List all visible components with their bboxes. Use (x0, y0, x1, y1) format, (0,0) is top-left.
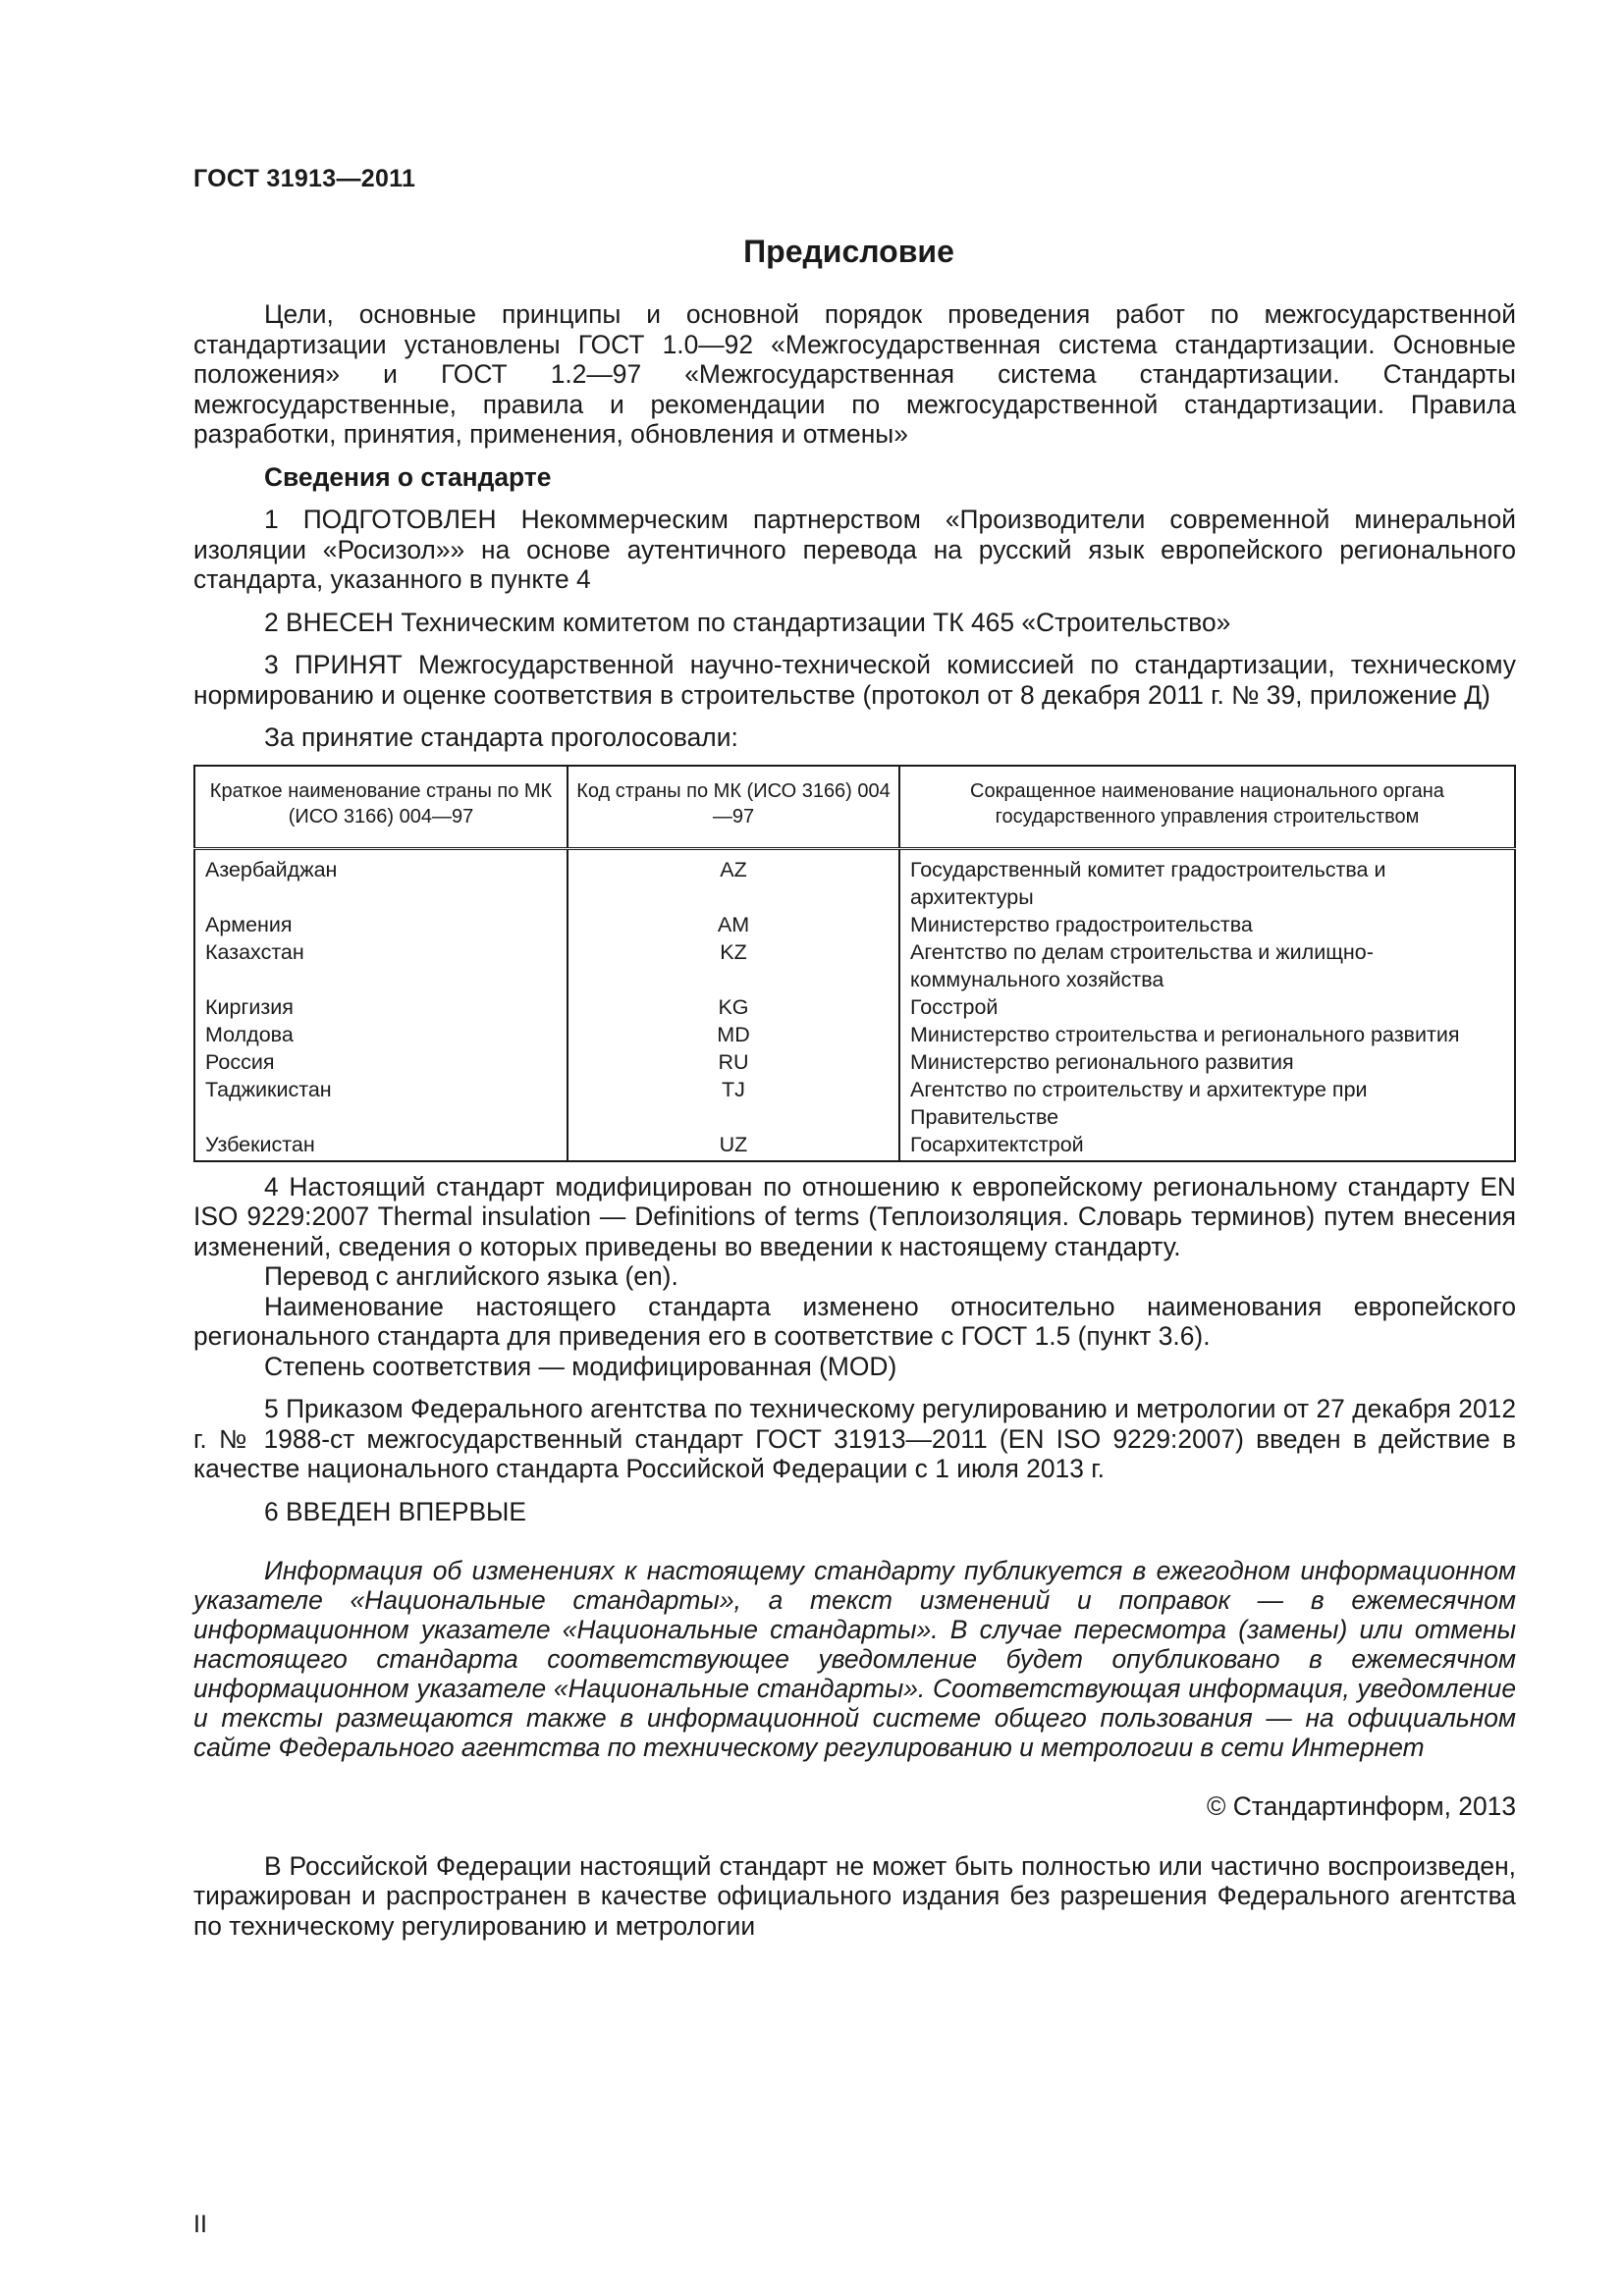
table-row (194, 848, 1515, 911)
body-cell: Госстрой (899, 993, 1515, 1021)
table-row (194, 993, 1515, 1021)
table-row (194, 1048, 1515, 1076)
item-1: 1 ПОДГОТОВЛЕН Некоммерческим партнерством «Производители современной минеральной изоляции «Росизол»» на основе аутентичного перевода на русский язык европейского регионального стандарта, указанного в пункте 4 (193, 505, 1516, 594)
code-cell: KZ (568, 938, 899, 993)
code-cell: AM (568, 911, 899, 938)
item-4-translation: Перевод с английского языка (en). (264, 1261, 678, 1291)
country-cell: Казахстан (194, 938, 568, 993)
country-cell: Молдова (194, 1021, 568, 1048)
item-3: 3 ПРИНЯТ Межгосударственной научно-технической комиссией по стандартизации, техническому нормированию и оценке соответствия в строительстве (протокол от 8 декабря 2011 г. № 39, приложение Д) (193, 650, 1516, 710)
page-number: II (193, 2211, 207, 2238)
header-body: Сокращенное наименование национального органа государственного управления строительством (899, 766, 1515, 849)
voted-label: За принятие стандарта проголосовали: (264, 722, 738, 752)
code-cell: AZ (568, 848, 899, 911)
changes-notice: Информация об изменениях к настоящему стандарту публикуется в ежегодном информационном указателе «Национальные стандарты», а текст изменений и поправок — в ежемесячном информационном указателе «Национальные стандарты». В случае пересмотра (замены) или отмены настоящего стандарта соответствующее уведомление будет опубликовано в ежемесячном информационном указателе «Национальные стандарты». Соответствующая информация, уведомление и тексты размещаются также в информационной системе общего пользования — на официальном сайте Федерального агентства по техническому регулированию и метрологии в сети Интернет (193, 1556, 1516, 1762)
item-4-degree: Степень соответствия — модифицированная (MOD) (264, 1351, 897, 1381)
body-cell: Министерство градостроительства (899, 911, 1515, 938)
section-subtitle: Сведения о стандарте (264, 461, 552, 492)
table-header-row (194, 766, 1515, 849)
body-cell: Госархитектстрой (899, 1131, 1515, 1161)
code-cell: UZ (568, 1131, 899, 1161)
table-row (194, 1076, 1515, 1131)
country-cell: Узбекистан (194, 1131, 568, 1161)
table-row (194, 938, 1515, 993)
country-cell: Россия (194, 1048, 568, 1076)
item-4-name-change: Наименование настоящего стандарта изменено относительно наименования европейского регионального стандарта для приведения его в соответствие с ГОСТ 1.5 (пункт 3.6). (193, 1291, 1516, 1351)
intro-paragraph: Цели, основные принципы и основной порядок проведения работ по межгосударственной стандартизации установлены ГОСТ 1.0—92 «Межгосударственная система стандартизации. Основные положения» и ГОСТ 1.2—97 «Межгосударственная система стандартизации. Стандарты межгосударственные, правила и рекомендации по межгосударственной стандартизации. Правила разработки, принятия, применения, обновления и отмены» (193, 299, 1516, 449)
copyright-line: © Стандартинформ, 2013 (1206, 1791, 1516, 1821)
body-cell: Агентство по строительству и архитектуре при Правительстве (899, 1076, 1515, 1131)
item-5: 5 Приказом Федерального агентства по техническому регулированию и метрологии от 27 декабря 2012 г. № 1988-ст межгосударственный стандарт ГОСТ 31913—2011 (EN ISO 9229:2007) введен в действие в качестве национального стандарта Российской Федерации с 1 июля 2013 г. (193, 1394, 1516, 1483)
table-row (194, 911, 1515, 938)
country-cell: Азербайджан (194, 848, 568, 911)
header-code: Код страны по МК (ИСО 3166) 004—97 (568, 766, 899, 849)
code-cell: MD (568, 1021, 899, 1048)
code-cell: TJ (568, 1076, 899, 1131)
body-cell: Министерство регионального развития (899, 1048, 1515, 1076)
body-cell: Государственный комитет градостроительства и архитектуры (899, 848, 1515, 911)
item-4: 4 Настоящий стандарт модифицирован по отношению к европейскому региональному стандарту EN ISO 9229:2007 Thermal insulation — Definitions of terms (Теплоизоляция. Словарь терминов) путем внесения изменений, сведения о которых приведены во введении к настоящему стандарту. (193, 1171, 1516, 1261)
table-row (194, 1131, 1515, 1161)
country-cell: Армения (194, 911, 568, 938)
table-row (194, 1021, 1515, 1048)
votes-table (193, 765, 1516, 1162)
header-country: Краткое наименование страны по МК (ИСО 3166) 004—97 (194, 766, 568, 849)
item-2: 2 ВНЕСЕН Техническим комитетом по стандартизации ТК 465 «Строительство» (264, 607, 1231, 637)
country-cell: Таджикистан (194, 1076, 568, 1131)
reproduction-rights: В Российской Федерации настоящий стандарт не может быть полностью или частично воспроизведен, тиражирован и распространен в качестве официального издания без разрешения Федерального агентства по техническому регулированию и метрологии (193, 1850, 1516, 1941)
foreword-body (193, 299, 1516, 1941)
body-cell: Агентство по делам строительства и жилищно-коммунального хозяйства (899, 938, 1515, 993)
body-cell: Министерство строительства и регионального развития (899, 1021, 1515, 1048)
country-cell: Киргизия (194, 993, 568, 1021)
page-title: Предисловие (743, 234, 954, 269)
code-cell: RU (568, 1048, 899, 1076)
item-6: 6 ВВЕДЕН ВПЕРВЫЕ (264, 1496, 527, 1526)
code-cell: KG (568, 993, 899, 1021)
standard-code: ГОСТ 31913—2011 (193, 165, 416, 192)
